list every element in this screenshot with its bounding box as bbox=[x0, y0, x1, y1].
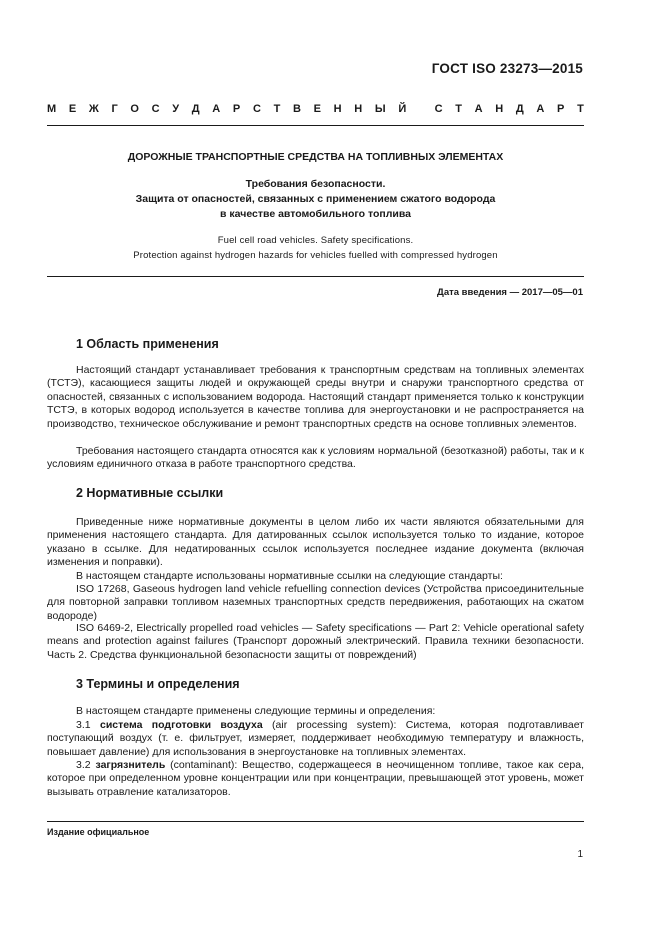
title-rule bbox=[47, 276, 584, 277]
banner-letter: Т bbox=[577, 103, 584, 115]
subtitle-line: в качестве автомобильного топлива bbox=[220, 208, 411, 220]
banner-letter: С bbox=[434, 103, 443, 115]
header-rule bbox=[47, 125, 584, 126]
document-subtitle bbox=[47, 177, 584, 222]
banner-letter: Е bbox=[68, 103, 77, 115]
reference-item: ISO 6469-2, Electrically propelled road vehicles — Safety specifications — Part 2: Vehicle operational safety means and protection against failures (Транспорт дорожный электрический. Правила техники безопасности. Часть 2. Средства функциональной безопасности защиты от повреждений) bbox=[47, 622, 584, 661]
footer-rule bbox=[47, 821, 584, 822]
banner-letter: Н bbox=[354, 103, 363, 115]
banner-letter: О bbox=[130, 103, 139, 115]
banner-letter: Т bbox=[273, 103, 281, 115]
banner-letter: Д bbox=[515, 103, 524, 115]
paragraph: Требования настоящего стандарта относятся как к условиям нормальной (безотказной) работы, так и к условиям единичного отказа в работе транспортного средства. bbox=[47, 445, 584, 471]
banner-letter: Н bbox=[333, 103, 342, 115]
banner-letter: Й bbox=[398, 103, 407, 115]
banner-letter: А bbox=[536, 103, 545, 115]
banner-letter: Е bbox=[313, 103, 321, 115]
english-title-line: Protection against hydrogen hazards for vehicles fuelled with compressed hydrogen bbox=[133, 250, 498, 261]
term-text: (contaminant): Вещество, содержащееся в неочищенном топливе, такое как сера, которое при определенном уровне концентрации или при концентрации, превышающей этот уровень, может вызывать отравление катализаторов. bbox=[47, 759, 584, 798]
gost-code: ГОСТ ISO 23273—2015 bbox=[431, 61, 583, 76]
banner-letter: Р bbox=[232, 103, 241, 115]
term-text: (air processing system): Система, которая подготавливает поступающий воздух (т. е. фильтрует, измеряет, поддерживает необходимую температуру и влажность, повышает давление) для использования в энергоустановке на топливных элементах. bbox=[47, 719, 584, 758]
paragraph: Настоящий стандарт устанавливает требования к транспортным средствам на топливных элементах (ТСТЭ), касающиеся защиты людей и окружающей среды внутри и снаружи транспортного средства от опасностей, связанных с использованием водорода. Настоящий стандарт применяется только к конструкции ТСТЭ, в которых водород используется в качестве топлива для энергоустановки и не распространяется на производство, техническое обслуживание и ремонт транспортных средств на основе топливных элементов. bbox=[47, 364, 584, 430]
banner-letter: Т bbox=[455, 103, 462, 115]
subtitle-line: Защита от опасностей, связанных с применением сжатого водорода bbox=[135, 193, 496, 205]
term-name: загрязнитель bbox=[95, 759, 166, 771]
term-number: 3.2 bbox=[76, 759, 91, 771]
term-definition bbox=[47, 759, 584, 799]
edition-label: Издание официальное bbox=[47, 827, 150, 837]
english-title-line: Fuel cell road vehicles. Safety specifications. bbox=[217, 235, 414, 246]
page-number: 1 bbox=[577, 849, 583, 860]
document-title: ДОРОЖНЫЕ ТРАНСПОРТНЫЕ СРЕДСТВА НА ТОПЛИВНЫХ ЭЛЕМЕНТАХ bbox=[127, 151, 504, 163]
banner-letter: С bbox=[252, 103, 261, 115]
banner-letter: Н bbox=[495, 103, 504, 115]
paragraph: В настоящем стандарте использованы нормативные ссылки на следующие стандарты: bbox=[76, 570, 503, 582]
banner-letter: А bbox=[474, 103, 483, 115]
term-definition bbox=[47, 719, 584, 759]
term-number: 3.1 bbox=[76, 719, 91, 731]
banner-letter: М bbox=[47, 103, 57, 115]
introduction-date: Дата введения — 2017—05—01 bbox=[437, 287, 583, 298]
banner-letter: А bbox=[212, 103, 221, 115]
banner-letter: В bbox=[292, 103, 301, 115]
banner-letter: Р bbox=[557, 103, 565, 115]
paragraph: Приведенные ниже нормативные документы в целом либо их части являются обязательными для применения настоящего стандарта. Для датированных ссылок используется только то издание, которое указано в ссылке. Для недатированных ссылок используется последнее издание документа (включая изменения и поправки). bbox=[47, 516, 584, 569]
banner-letter: Д bbox=[191, 103, 200, 115]
banner-letter: С bbox=[151, 103, 160, 115]
english-title bbox=[47, 233, 584, 263]
term-name: система подготовки воздуха bbox=[99, 719, 263, 731]
section-heading-normative-references: 2 Нормативные ссылки bbox=[76, 486, 224, 500]
interstate-standard-banner bbox=[47, 103, 584, 115]
banner-letter: Ж bbox=[88, 103, 99, 115]
banner-gap bbox=[419, 103, 422, 115]
subtitle-line: Требования безопасности. bbox=[245, 178, 386, 190]
section-heading-scope: 1 Область применения bbox=[76, 337, 219, 351]
banner-letter: Ы bbox=[374, 103, 386, 115]
banner-letter: У bbox=[172, 103, 180, 115]
paragraph: В настоящем стандарте применены следующие термины и определения: bbox=[76, 705, 436, 717]
banner-letter: Г bbox=[111, 103, 118, 115]
reference-item: ISO 17268, Gaseous hydrogen land vehicle refuelling connection devices (Устройства присоединительные для повторной заправки топливом наземных транспортных средств передвижения, работающих на сжатом водороде) bbox=[47, 583, 584, 622]
section-heading-terms-definitions: 3 Термины и определения bbox=[76, 677, 240, 691]
